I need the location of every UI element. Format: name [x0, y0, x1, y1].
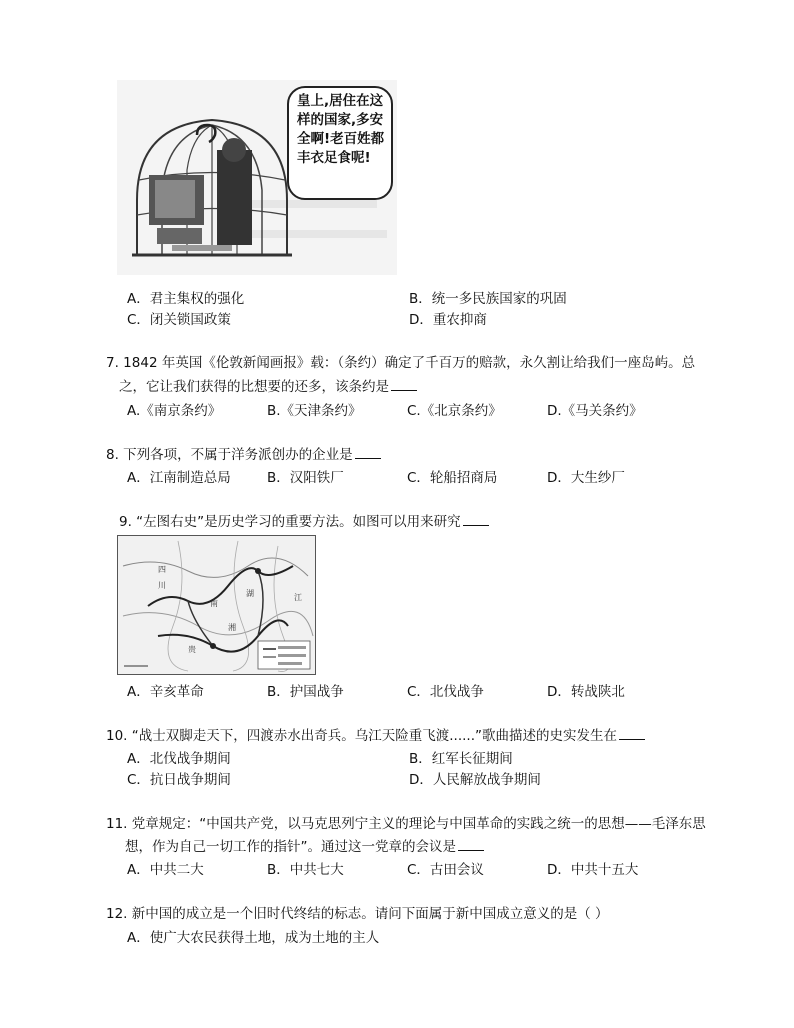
q10-option-d[interactable]: D．人民解放战争期间	[409, 772, 541, 788]
q7-stem-line2: 之，它让我们获得的比想要的还多，该条约是	[119, 375, 417, 395]
q7-stem-line1: 7. 1842 年英国《伦敦新闻画报》载：（条约）确定了千百万的赔款，永久割让给我们一座岛屿。总	[106, 355, 696, 371]
cartoon-image	[117, 80, 397, 275]
q9-stem: 9. “左图右史”是历史学习的重要方法。如图可以用来研究	[119, 510, 489, 530]
q12-stem: 12. 新中国的成立是一个旧时代终结的标志。请问下面属于新中国成立意义的是（ ）	[106, 906, 609, 922]
answer-blank	[458, 849, 484, 851]
q6-option-b[interactable]: B．统一多民族国家的巩固	[409, 291, 567, 307]
q8-option-a[interactable]: A．江南制造总局	[127, 470, 231, 486]
answer-blank	[619, 738, 645, 740]
q6-option-d[interactable]: D．重农抑商	[409, 312, 487, 328]
q11-option-b[interactable]: B．中共七大	[267, 862, 344, 878]
map-label: 江	[294, 593, 302, 602]
map-label: 湖	[246, 589, 254, 598]
q10-option-c[interactable]: C．抗日战争期间	[127, 772, 231, 788]
q10-stem: 10. “战士双脚走天下，四渡赤水出奇兵。乌江天险重飞渡......”歌曲描述的史实发生在	[106, 724, 645, 744]
q9-option-b[interactable]: B．护国战争	[267, 684, 344, 700]
route-map-image	[117, 535, 316, 675]
map-label: 川	[158, 581, 166, 590]
map-label: 贵	[188, 645, 196, 654]
answer-blank	[463, 524, 489, 526]
q9-option-d[interactable]: D．转战陕北	[547, 684, 625, 700]
q8-option-d[interactable]: D．大生纱厂	[547, 470, 625, 486]
q7-option-b[interactable]: B.《天津条约》	[267, 403, 362, 419]
q11-option-c[interactable]: C．古田会议	[407, 862, 484, 878]
q10-option-a[interactable]: A．北伐战争期间	[127, 751, 231, 767]
q11-stem-line2: 想，作为自己一切工作的指针”。通过这一党章的会议是	[125, 835, 484, 855]
map-label: 南	[210, 599, 218, 608]
q11-option-d[interactable]: D．中共十五大	[547, 862, 639, 878]
q7-option-d[interactable]: D.《马关条约》	[547, 403, 643, 419]
q9-option-a[interactable]: A．辛亥革命	[127, 684, 204, 700]
q6-option-a[interactable]: A．君主集权的强化	[127, 291, 245, 307]
map-label: 四	[158, 565, 166, 574]
q6-option-c[interactable]: C．闭关锁国政策	[127, 312, 231, 328]
answer-blank	[391, 389, 417, 391]
answer-blank	[355, 457, 381, 459]
q10-option-b[interactable]: B．红军长征期间	[409, 751, 513, 767]
q8-stem: 8. 下列各项，不属于洋务派创办的企业是	[106, 443, 381, 463]
q8-option-b[interactable]: B．汉阳铁厂	[267, 470, 344, 486]
q7-option-a[interactable]: A.《南京条约》	[127, 403, 222, 419]
q11-option-a[interactable]: A．中共二大	[127, 862, 204, 878]
q8-option-c[interactable]: C．轮船招商局	[407, 470, 498, 486]
q12-option-a[interactable]: A．使广大农民获得土地，成为土地的主人	[127, 930, 380, 946]
q11-stem-line1: 11. 党章规定：“中国共产党，以马克思列宁主义的理论与中国革命的实践之统一的思想——毛泽东思	[106, 816, 706, 832]
speech-bubble-text: 皇上,居住在这样的国家,多安全啊!老百姓都丰衣足食呢!	[297, 93, 385, 166]
map-label: 湘	[228, 623, 236, 632]
q7-option-c[interactable]: C.《北京条约》	[407, 403, 502, 419]
q9-option-c[interactable]: C．北伐战争	[407, 684, 484, 700]
